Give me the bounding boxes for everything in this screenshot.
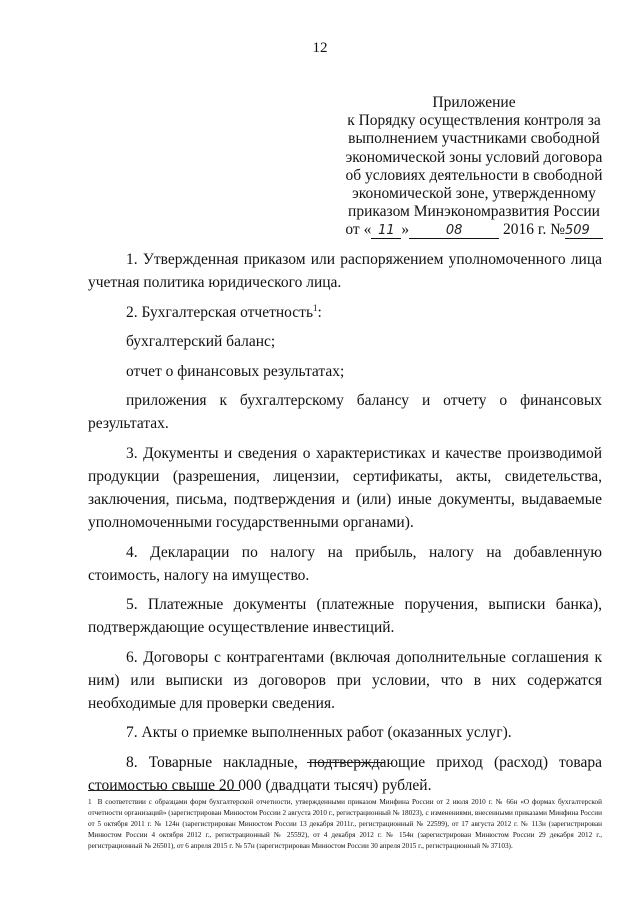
paragraph-7: 7. Акты о приемке выполненных работ (оказанных услуг). bbox=[126, 724, 512, 742]
paragraph-2-text: 2. Бухгалтерская отчетность bbox=[126, 303, 314, 321]
appendix-line: экономической зоне, утвержденному bbox=[352, 185, 596, 203]
order-date-line bbox=[343, 221, 605, 239]
handwritten-day: 11 bbox=[371, 224, 401, 239]
paragraph-5: 5. Платежные документы (платежные поручения, выписки банка), подтверждающие осуществление инвестиций. bbox=[88, 596, 602, 637]
footnote-text: В соответствии с образцами форм бухгалтерской отчетности, утвержденными приказом Минфина России от 2 июля 2010 г. № 66н «О формах бухгалтерской отчетности организаций» (зарегистрирован Минюстом России 2 августа 2010 г., регистрационный № 18023), с изменениями, внесенными приказами Минфина России от 5 октября 2011 г. № 124н (зарегистрирован Минюстом России 13 декабря 2011г., регистрационный № 22599), от 17 августа 2012 г. № 113н (зарегистрирован Минюстом России 4 октября 2012 г., регистрационный № 25592), от 4 декабря 2012 г. № 154н (зарегистрирован Минюстом России 29 декабря 2012 г., регистрационный № 26501), от 6 апреля 2015 г. № 57н (зарегистрирован Минюстом России 30 апреля 2015 г., регистрационный № 37103). bbox=[88, 798, 602, 850]
footnote-separator bbox=[88, 790, 240, 791]
paragraph-2-colon: : bbox=[317, 303, 322, 321]
paragraph-2 bbox=[88, 301, 602, 324]
appendix-line: об условиях деятельности в свободной bbox=[345, 166, 603, 184]
footnote-reference: 1 bbox=[313, 302, 318, 313]
list-item-financial-results: отчет о финансовых результатах; bbox=[126, 362, 345, 380]
appendix-line: экономической зоны условий договора bbox=[345, 148, 603, 166]
footnote bbox=[88, 797, 602, 852]
date-quote-close: » bbox=[401, 221, 410, 239]
paragraph-4: 4. Декларации по налогу на прибыль, налогу на добавленную стоимость, налогу на имущество. bbox=[88, 543, 602, 584]
date-year: 2016 г. № bbox=[502, 221, 565, 239]
appendix-header bbox=[343, 94, 605, 240]
appendix-line: к Порядку осуществления контроля за bbox=[347, 112, 601, 130]
paragraph-1: 1. Утвержденная приказом или распоряжением уполномоченного лица учетная политика юридического лица. bbox=[88, 251, 602, 291]
end-of-text-divider bbox=[307, 762, 385, 763]
date-prefix: от « bbox=[345, 221, 372, 239]
document-body bbox=[88, 248, 602, 804]
paragraph-6: 6. Договоры с контрагентами (включая дополнительные соглашения к ним) или выписки из договоров при условии, что в них содержатся необходимые для проверки сведения. bbox=[88, 648, 602, 712]
paragraph-8: 8. Товарные накладные, подтверждающие приход (расход) товара стоимостью свыше 20 000 (двадцати тысяч) рублей. bbox=[88, 753, 602, 794]
handwritten-order-number: 509 bbox=[565, 224, 603, 239]
footnote-mark: 1 bbox=[88, 798, 92, 806]
handwritten-month: 08 bbox=[409, 224, 499, 239]
paragraph-3: 3. Документы и сведения о характеристиках и качестве производимой продукции (разрешения, лицензии, сертификаты, акты, свидетельства, заключения, письма, подтверждения и (или) иные документы, выдаваемые уполномоченными государственными органами). bbox=[88, 444, 602, 531]
appendix-title: Приложение bbox=[432, 94, 516, 111]
page-number: 12 bbox=[312, 40, 328, 56]
list-item-balance: бухгалтерский баланс; bbox=[126, 333, 276, 351]
list-item-appendices: приложения к бухгалтерскому балансу и отчету о финансовых результатах. bbox=[88, 392, 602, 433]
appendix-line: приказом Минэкономразвития России bbox=[348, 203, 600, 221]
appendix-line: выполнением участниками свободной bbox=[348, 130, 600, 148]
